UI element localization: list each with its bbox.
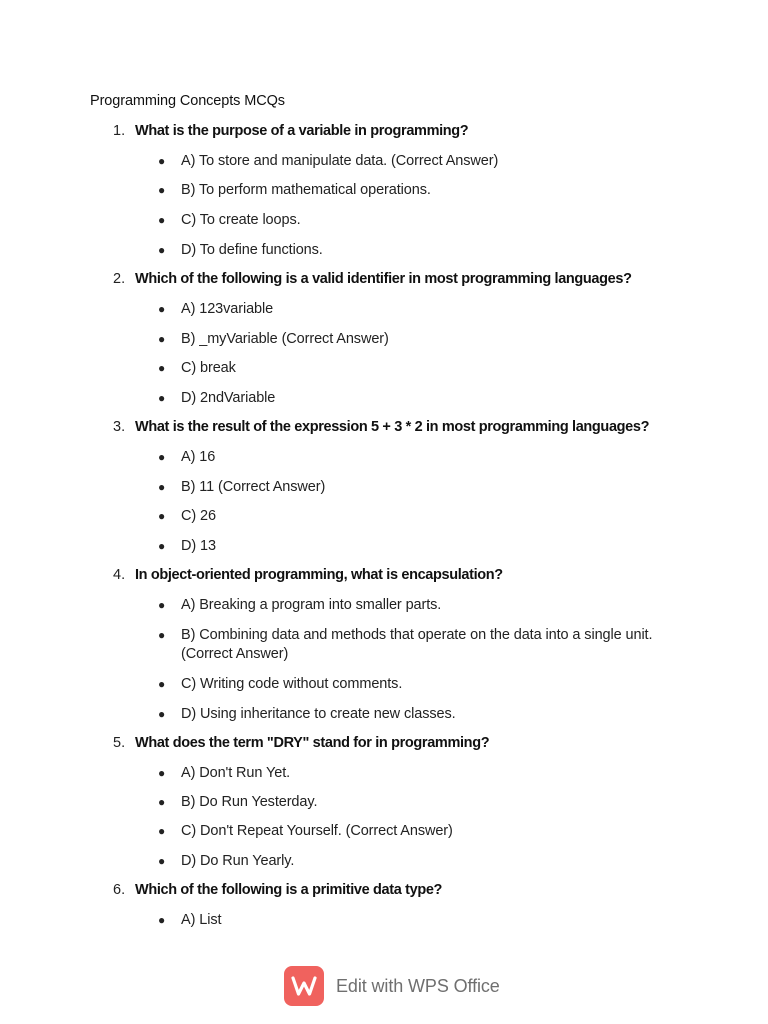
option-text: B) Do Run Yesterday. bbox=[181, 794, 318, 810]
bullet-icon: ● bbox=[158, 598, 166, 612]
question-text: What does the term "DRY" stand for in programming? bbox=[135, 735, 490, 751]
bullet-icon: ● bbox=[158, 795, 166, 809]
wps-watermark[interactable] bbox=[284, 964, 500, 1008]
question-number: 4. bbox=[113, 567, 126, 583]
bullet-icon: ● bbox=[158, 913, 166, 927]
bullet-icon: ● bbox=[158, 677, 166, 691]
option-text: A) 16 bbox=[181, 449, 216, 465]
bullet-icon: ● bbox=[158, 213, 166, 227]
bullet-icon: ● bbox=[158, 302, 166, 316]
document-title: Programming Concepts MCQs bbox=[90, 93, 285, 109]
option-text: A) To store and manipulate data. (Correct Answer) bbox=[181, 153, 499, 169]
option-text: D) Do Run Yearly. bbox=[181, 853, 295, 869]
question-text: Which of the following is a primitive data type? bbox=[135, 882, 443, 898]
bullet-icon: ● bbox=[158, 824, 166, 838]
question-number: 3. bbox=[113, 419, 126, 435]
question-number: 5. bbox=[113, 735, 126, 751]
question-number: 6. bbox=[113, 882, 126, 898]
bullet-icon: ● bbox=[158, 361, 166, 375]
option-text: B) To perform mathematical operations. bbox=[181, 182, 431, 198]
question-text: Which of the following is a valid identifier in most programming languages? bbox=[135, 271, 632, 287]
bullet-icon: ● bbox=[158, 332, 166, 346]
option-text: D) 13 bbox=[181, 538, 216, 554]
bullet-icon: ● bbox=[158, 391, 166, 405]
question-number: 2. bbox=[113, 271, 126, 287]
edit-with-wps-label: Edit with WPS Office bbox=[336, 975, 500, 996]
bullet-icon: ● bbox=[158, 480, 166, 494]
bullet-icon: ● bbox=[158, 854, 166, 868]
bullet-icon: ● bbox=[158, 154, 166, 168]
bullet-icon: ● bbox=[158, 628, 166, 642]
question-number: 1. bbox=[113, 123, 126, 139]
option-text: C) To create loops. bbox=[181, 212, 301, 228]
option-text: B) 11 (Correct Answer) bbox=[181, 479, 326, 495]
bullet-icon: ● bbox=[158, 183, 166, 197]
option-text: A) 123variable bbox=[181, 301, 274, 317]
bullet-icon: ● bbox=[158, 450, 166, 464]
option-text: C) Don't Repeat Yourself. (Correct Answer) bbox=[181, 823, 453, 839]
bullet-icon: ● bbox=[158, 707, 166, 721]
question-text: What is the purpose of a variable in programming? bbox=[135, 123, 469, 139]
wps-office-logo-icon bbox=[284, 966, 324, 1006]
option-text: A) Don't Run Yet. bbox=[181, 765, 291, 781]
option-text: C) break bbox=[181, 360, 236, 376]
question-text: In object-oriented programming, what is encapsulation? bbox=[135, 567, 503, 583]
option-text: B) _myVariable (Correct Answer) bbox=[181, 331, 389, 347]
wps-logo-glyph bbox=[290, 974, 318, 998]
option-text: D) Using inheritance to create new classes. bbox=[181, 706, 456, 722]
option-text: B) Combining data and methods that operate on the data into a single unit. (Correct Answer) bbox=[181, 627, 653, 662]
bullet-icon: ● bbox=[158, 243, 166, 257]
option-text: D) 2ndVariable bbox=[181, 390, 276, 406]
bullet-icon: ● bbox=[158, 509, 166, 523]
option-text: A) List bbox=[181, 912, 222, 928]
option-text: C) Writing code without comments. bbox=[181, 676, 403, 692]
bullet-icon: ● bbox=[158, 766, 166, 780]
option-text: C) 26 bbox=[181, 508, 216, 524]
bullet-icon: ● bbox=[158, 539, 166, 553]
option-text: A) Breaking a program into smaller parts. bbox=[181, 597, 442, 613]
option-text: D) To define functions. bbox=[181, 242, 323, 258]
question-text: What is the result of the expression 5 + 3 * 2 in most programming languages? bbox=[135, 419, 650, 435]
